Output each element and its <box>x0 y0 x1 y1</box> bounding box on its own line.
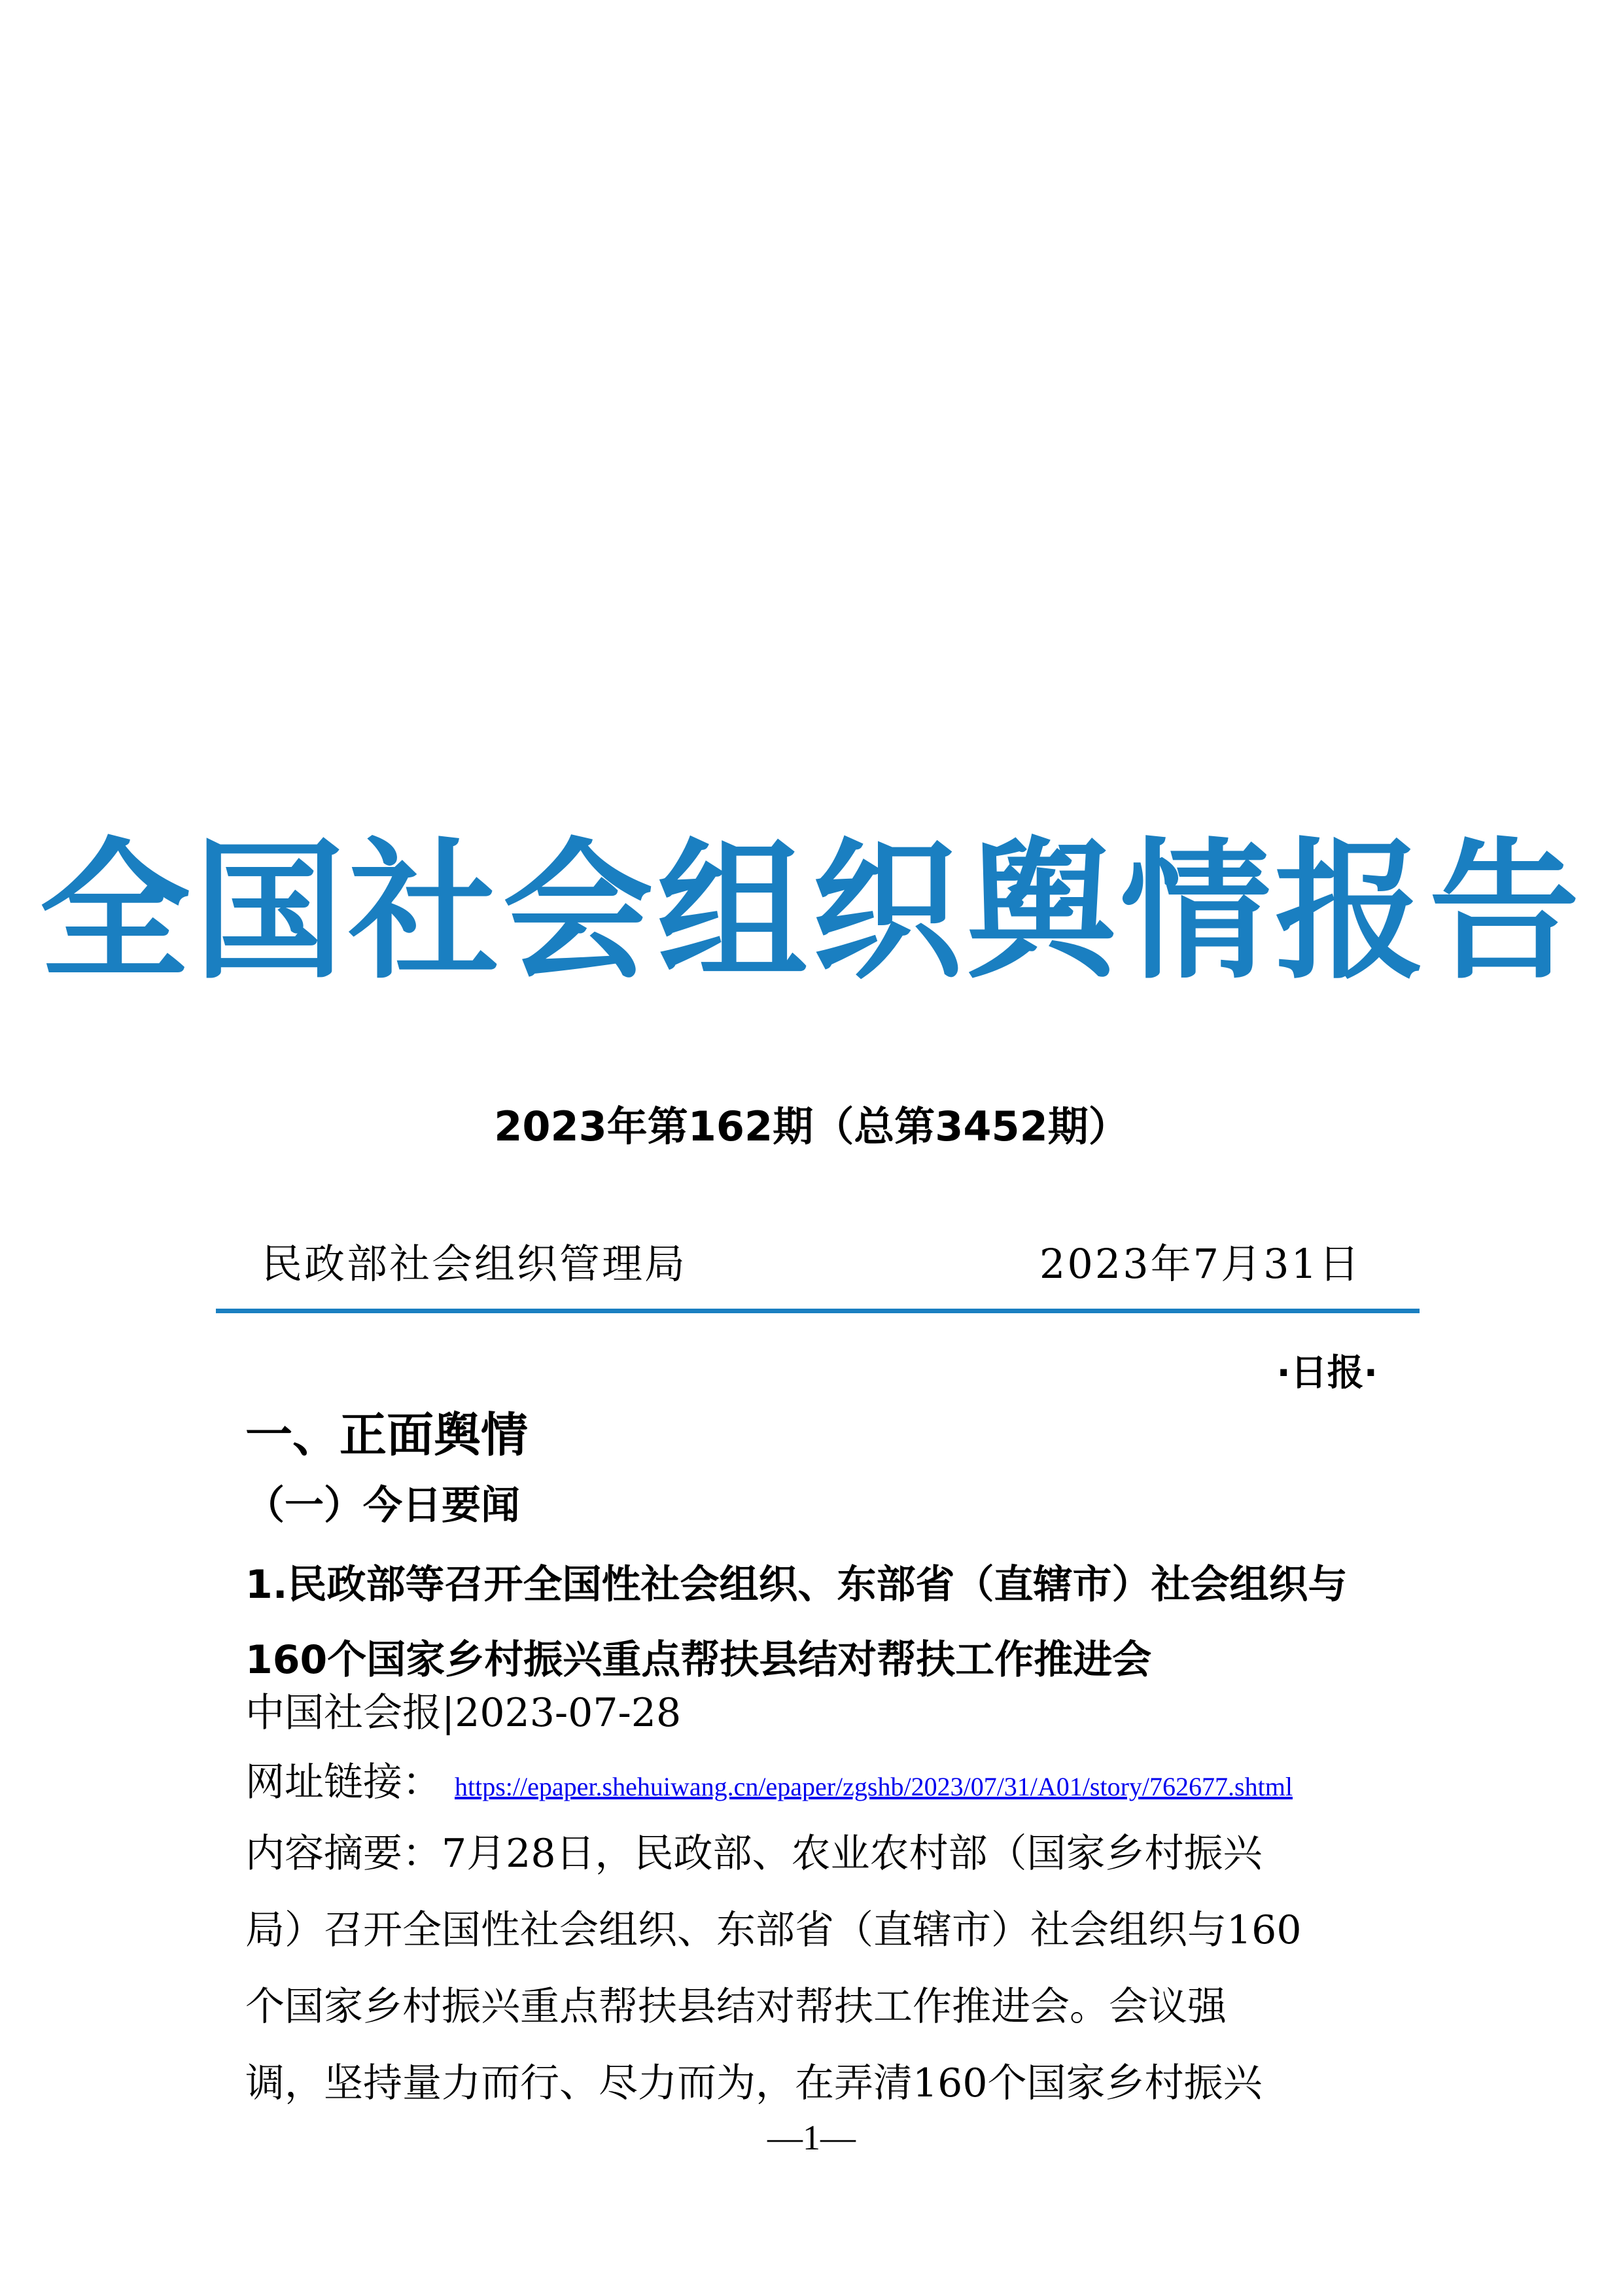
summary-line: 调，坚持量力而行、尽力而为，在弄清160个国家乡村振兴 <box>245 2060 1263 2106</box>
issue-number: 2023年第162期（总第3452期） <box>494 1103 1129 1150</box>
frequency-label: ·日报· <box>1276 1352 1378 1394</box>
summary-line: 个国家乡村振兴重点帮扶县结对帮扶工作推进会。会议强 <box>245 1984 1227 2030</box>
article-summary <box>245 1816 1384 2122</box>
section-heading: 一、正面舆情 <box>245 1407 529 1462</box>
article-link-row <box>245 1759 1293 1806</box>
publish-date: 2023年7月31日 <box>1039 1240 1361 1288</box>
article-link[interactable]: https://epaper.shehuiwang.cn/epaper/zgshb/2023/07/31/A01/story/762677.shtml <box>455 1772 1293 1801</box>
article-title: 1.民政部等召开全国性社会组织、东部省（直辖市）社会组织与160个国家乡村振兴重点帮扶县结对帮扶工作推进会 <box>245 1562 1348 1683</box>
publisher-name: 民政部社会组织管理局 <box>262 1240 688 1288</box>
page-number: —1— <box>767 2118 856 2157</box>
link-label: 网址链接： <box>245 1759 442 1805</box>
subsection-heading: （一）今日要闻 <box>245 1483 520 1528</box>
article-source: 中国社会报|2023-07-28 <box>245 1690 682 1736</box>
summary-line: 局）召开全国性社会组织、东部省（直辖市）社会组织与160 <box>245 1907 1302 1953</box>
summary-line: 内容摘要：7月28日，民政部、农业农村部（国家乡村振兴 <box>245 1831 1263 1877</box>
header-divider <box>216 1309 1420 1313</box>
report-title: 全国社会组织舆情报告 <box>39 823 1584 1000</box>
